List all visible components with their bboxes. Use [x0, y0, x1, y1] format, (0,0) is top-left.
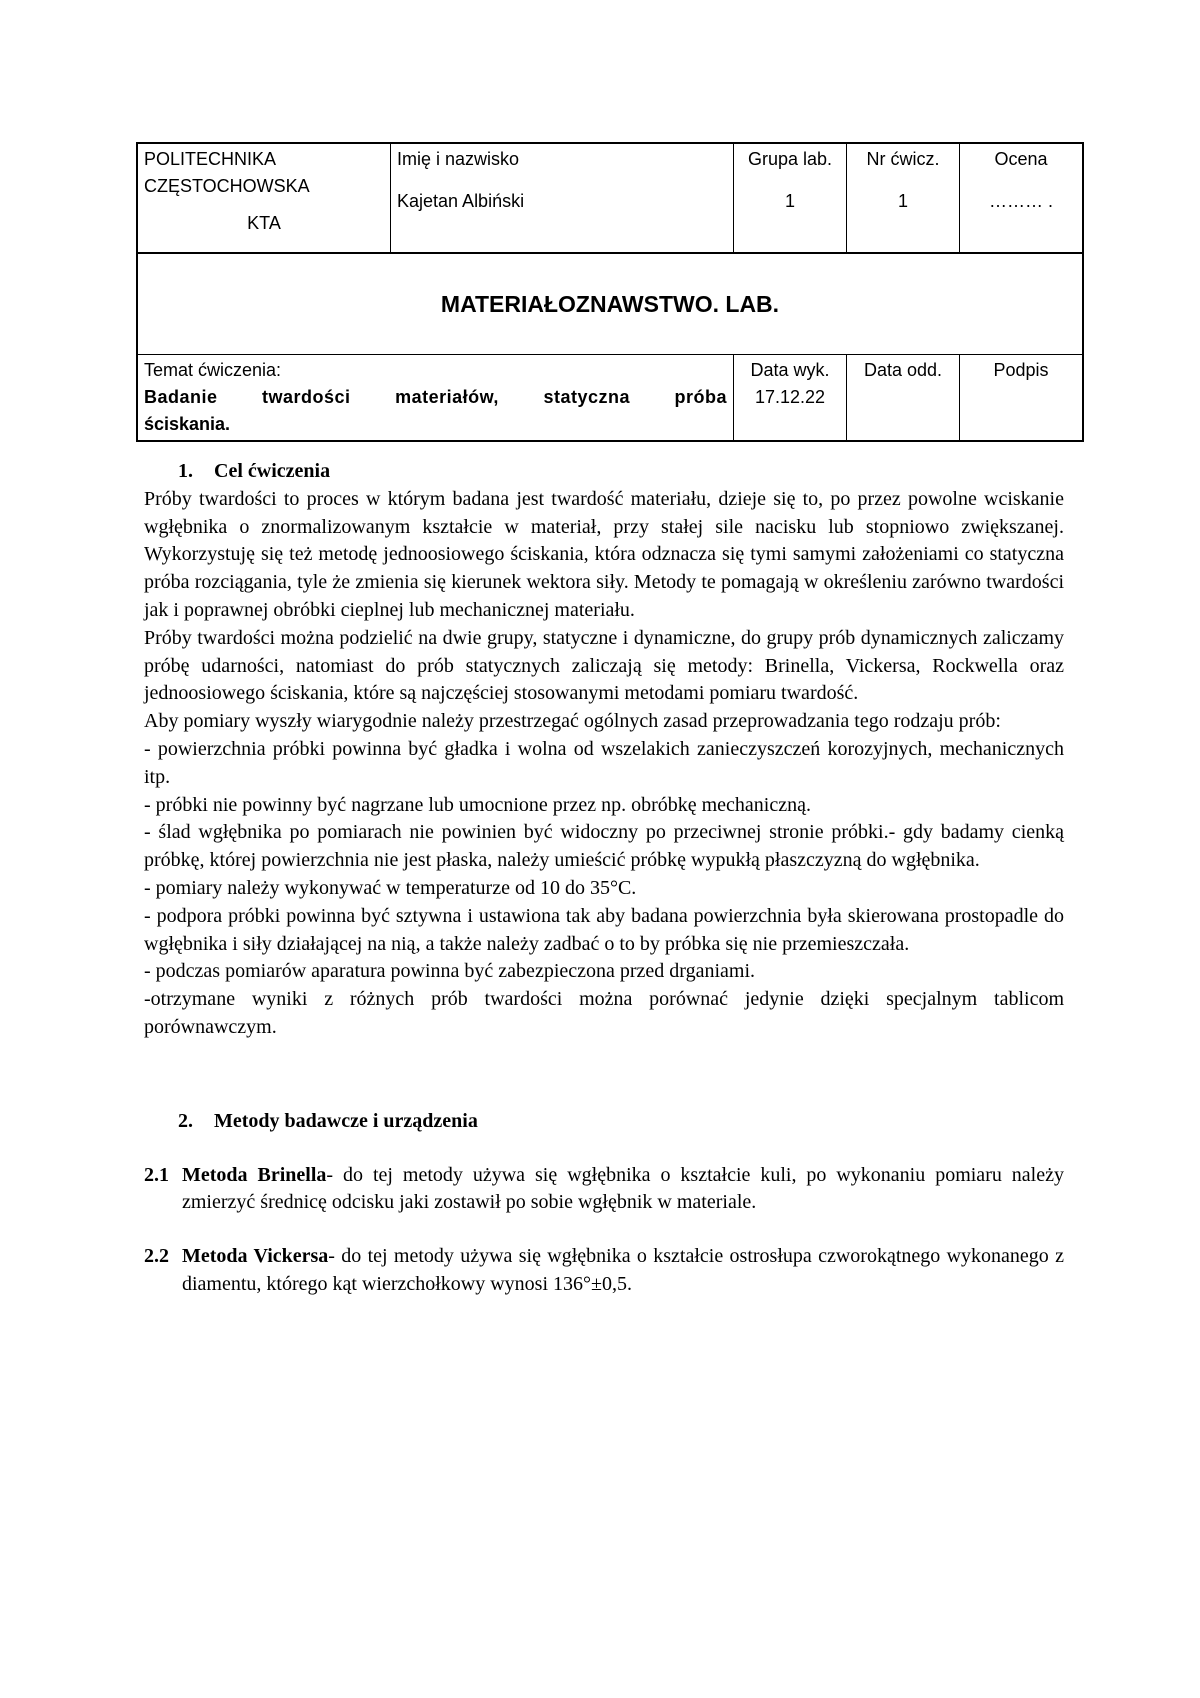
date-done-label: Data wyk.	[750, 360, 830, 380]
paragraph: Próby twardości to proces w którym badana jest twardość materiału, dzieje się to, po przez powolne wciskanie wgłębnika o znormalizowanym kształcie w materiał, przy stałej sile nacisku lub stopniowo zwiększanej. Wykorzystuję się też metodę jednoosiowego ściskania, która odznacza się tymi samymi założeniami co statyczna próba rozciągania, tyle że zmienia się kierunek wektora siły. Metody te pomagają w określeniu zarówno twardości jak i poprawnej obróbki cieplnej lub mechanicznej materiału.	[144, 487, 1064, 621]
signature-cell	[960, 355, 1084, 442]
subsection-2-2-number: 2.2	[144, 1245, 169, 1268]
list-item: - podczas pomiarów aparatura powinna być zabezpieczona przed drganiami.	[144, 960, 756, 983]
section-1-heading	[144, 458, 1064, 486]
date-done-cell	[734, 355, 847, 442]
subsection-2-1-title: Metoda Brinella	[182, 1163, 327, 1186]
group-label: Grupa lab.	[747, 149, 833, 169]
list-item: -otrzymane wyniki z różnych prób twardości można porównać jedynie dzięki specjalnym tablicom porównawczym.	[144, 988, 1064, 1038]
subsection-2-2	[144, 1243, 1064, 1299]
grade-value: ……… .	[988, 191, 1053, 211]
exercise-number-label: Nr ćwicz.	[866, 149, 940, 169]
list-item: - powierzchnia próbki powinna być gładka i wolna od wszelakich zanieczyszczeń korozyjnych, mechanicznych itp.	[144, 737, 1064, 788]
topic-label: Temat ćwiczenia:	[144, 360, 282, 380]
section-1-title: Cel ćwiczenia	[214, 460, 331, 482]
institution-name-line2: CZĘSTOCHOWSKA	[144, 176, 310, 196]
date-submitted-label: Data odd.	[863, 360, 943, 380]
list-item: - próbki nie powinny być nagrzane lub umocnione przez np. obróbkę mechaniczną.	[144, 793, 811, 816]
list-item: - podpora próbki powinna być sztywna i ustawiona tak aby badana powierzchnia była skierowana prostopadle do wgłębnika i siły działającej na nią, a także należy zadbać o to by próbka się nie przemieszczała.	[144, 904, 1064, 955]
institution-name-line1: POLITECHNIKA	[144, 149, 277, 169]
paragraph: Aby pomiary wyszły wiarygodnie należy przestrzegać ogólnych zasad przeprowadzania tego rodzaju prób:	[144, 710, 1001, 733]
section-2-heading	[144, 1108, 1064, 1136]
signature-label: Podpis	[993, 360, 1049, 380]
grade-label: Ocena	[994, 149, 1048, 169]
report-header-table	[136, 142, 1084, 442]
list-item: - ślad wgłębnika po pomiarach nie powinien być widoczny po przeciwnej stronie próbki.- gdy badamy cienką próbkę, której powierzchnia nie jest płaska, należy umieścić próbkę wypukłą płaszczyzną do wgłębnika.	[144, 821, 1064, 872]
student-name-cell	[391, 143, 734, 253]
date-done-value: 17.12.22	[754, 387, 826, 407]
document-body	[144, 458, 1064, 1299]
grade-cell	[960, 143, 1084, 253]
list-item: - pomiary należy wykonywać w temperaturze od 10 do 35°C.	[144, 876, 637, 899]
student-name: Kajetan Albiński	[397, 191, 525, 211]
subsection-2-2-title: Metoda Vickersa	[182, 1245, 329, 1268]
institution-cell	[137, 143, 391, 253]
section-1-number: 1.	[178, 460, 193, 482]
course-title: MATERIAŁOZNAWSTWO. LAB.	[137, 253, 1083, 355]
exercise-number-cell	[847, 143, 960, 253]
department-name: KTA	[247, 213, 281, 233]
topic-cell	[137, 355, 734, 442]
section-2-number: 2.	[178, 1109, 193, 1132]
section-2-title: Metody badawcze i urządzenia	[214, 1109, 478, 1132]
subsection-2-1	[144, 1162, 1064, 1218]
subsection-2-2-text: - do tej metody używa się wgłębnika o kształcie ostrosłupa czworokątnego wykonanego z diamentu, którego kąt wierzchołkowy wynosi 136°±0,5.	[182, 1245, 1064, 1295]
subsection-2-1-text: - do tej metody używa się wgłębnika o kształcie kuli, po wykonaniu pomiaru należy zmierzyć średnicę odcisku jaki zostawił po sobie wgłębnik w materiale.	[182, 1163, 1064, 1214]
topic-title-line2: ściskania.	[144, 414, 231, 434]
subsection-2-1-number: 2.1	[144, 1163, 169, 1186]
topic-title-line1: Badanie twardości materiałów, statyczna próba	[144, 387, 727, 407]
paragraph: Próby twardości można podzielić na dwie grupy, statyczne i dynamiczne, do grupy prób dynamicznych zaliczamy próbę udarności, natomiast do prób statycznych zaliczają się metody: Brinella, Vickersa, Rockwella oraz jednoosiowego ściskania, które są najczęściej stosowanymi metodami pomiaru twardość.	[144, 626, 1064, 705]
exercise-number-value: 1	[897, 191, 908, 211]
group-value: 1	[784, 191, 795, 211]
name-label: Imię i nazwisko	[397, 149, 520, 169]
group-cell	[734, 143, 847, 253]
date-submitted-cell	[847, 355, 960, 442]
